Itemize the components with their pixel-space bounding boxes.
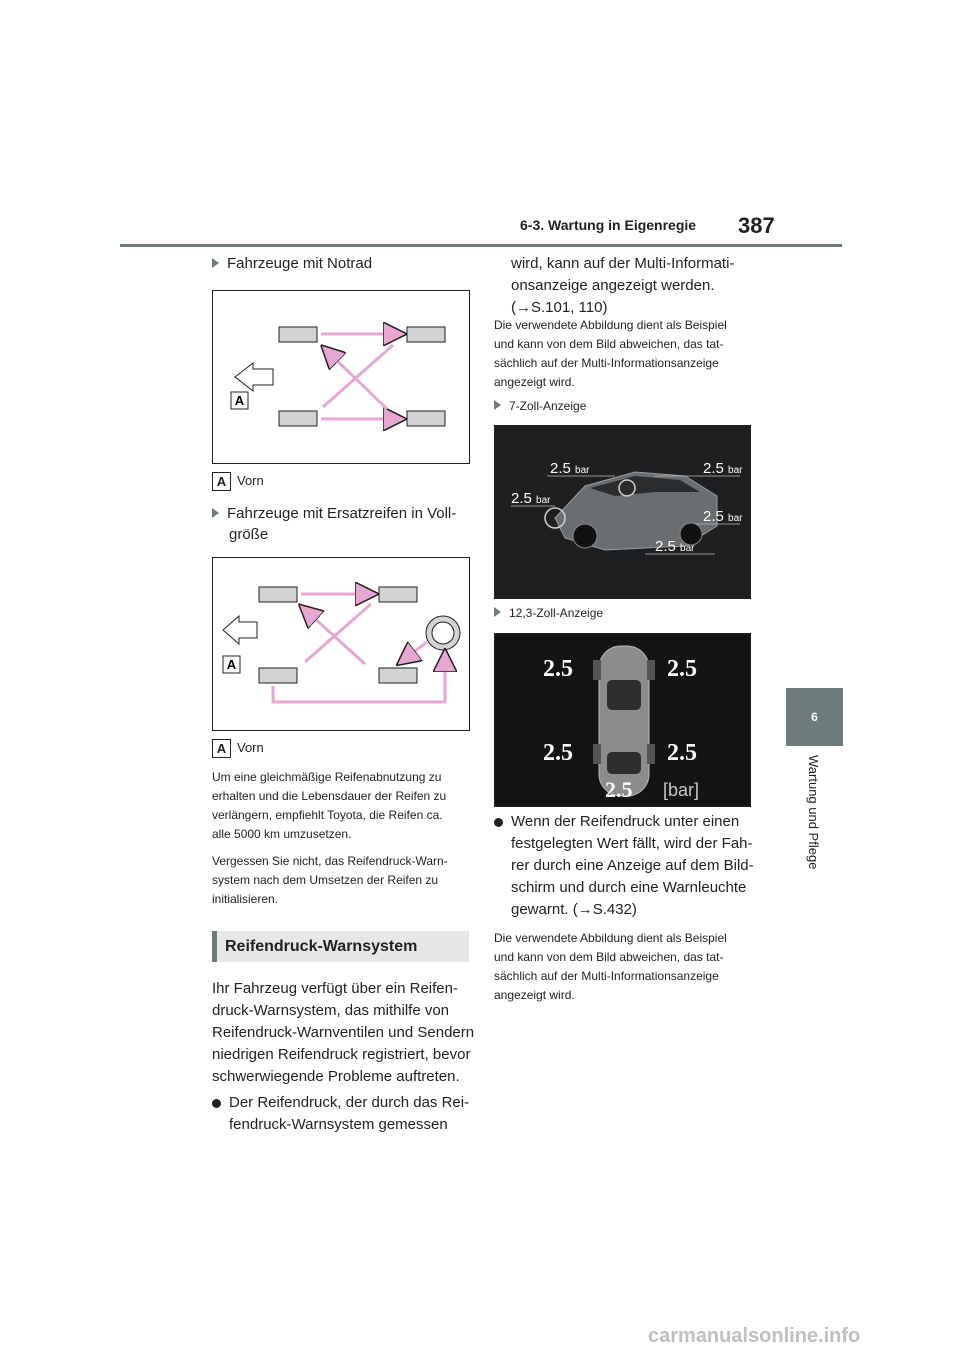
header-rule bbox=[120, 244, 842, 247]
tire-front-left bbox=[259, 587, 297, 602]
key-letter-a: A bbox=[212, 739, 231, 758]
pressure-front-left: 2.5 bar bbox=[550, 460, 590, 477]
pressure-front-left: 2.5 bbox=[543, 656, 573, 682]
triangle-bullet-icon bbox=[212, 508, 219, 518]
list-item-12zoll: 12,3-Zoll-Anzeige bbox=[494, 604, 603, 623]
triangle-bullet-icon bbox=[494, 607, 501, 617]
legend-text: Vorn bbox=[237, 740, 264, 755]
list-item-7zoll: 7-Zoll-Anzeige bbox=[494, 397, 586, 416]
note-initialize: Vergessen Sie nicht, das Reifendruck-Warn- system nach dem Umsetzen der Reifen zu initialisieren. bbox=[212, 854, 448, 906]
note-rotation: Um eine gleichmäßige Reifenabnutzung zu erhalten und die Lebensdauer der Reifen zu verlängern, empfiehlt Toyota, die Reifen ca. alle 5000 km umzusetzen. bbox=[212, 770, 447, 841]
display-7-inch bbox=[494, 425, 751, 599]
rotation-diagram-notrad bbox=[212, 290, 470, 464]
triangle-bullet-icon bbox=[494, 400, 501, 410]
rotation-arrows-svg bbox=[213, 558, 469, 730]
bullet-item-1: Der Reifendruck, der durch das Rei- fendruck-Warnsystem gemessen bbox=[212, 1092, 469, 1136]
watermark: carmanualsonline.info bbox=[648, 1325, 861, 1347]
chapter-tab[interactable]: 6 bbox=[786, 688, 843, 746]
bullet-item-2: Wenn der Reifendruck unter einen festgelegten Wert fällt, wird der Fah- rer durch eine Anzeige auf dem Bild- schirm und durch eine Warnleuchte gewarnt. (→S.432) bbox=[494, 811, 754, 921]
svg-text:A: A bbox=[226, 657, 237, 672]
body-paragraph: Ihr Fahrzeug verfügt über ein Reifen- druck-Warnsystem, das mithilfe von Reifendruck-Warnventilen und Sendern niedrigen Reifendruck registriert, bevor schwerwiegende Probleme auftreten. bbox=[212, 980, 475, 1085]
rotation-diagram-vollgroesse bbox=[212, 557, 470, 731]
tire-rear-right bbox=[407, 411, 445, 426]
legend-text: Vorn bbox=[237, 473, 264, 488]
triangle-bullet-icon bbox=[212, 258, 219, 268]
display-12-inch bbox=[494, 633, 751, 807]
pressure-front-right: 2.5 bar bbox=[703, 460, 743, 477]
list-item-notrad bbox=[212, 253, 372, 275]
note-illustration-1: Die verwendete Abbildung dient als Beispiel und kann von dem Bild abweichen, das tat- sächlich auf der Multi-Informationsanzeige angezeigt wird. bbox=[494, 318, 727, 389]
tire-front-right bbox=[407, 327, 445, 342]
legend-vorn-1 bbox=[212, 471, 264, 491]
page-number: 387 bbox=[738, 213, 775, 238]
bullet-item-1-cont: wird, kann auf der Multi-Informati- onsanzeige angezeigt werden. (→S.101, 110) bbox=[511, 255, 735, 316]
pressure-rear-left: 2.5 bar bbox=[655, 538, 695, 555]
legend-vorn-2 bbox=[212, 738, 264, 758]
pressure-spare: 2.5 bbox=[605, 777, 633, 802]
pressure-rear-left: 2.5 bbox=[543, 740, 573, 766]
tire-rear-left bbox=[279, 411, 317, 426]
front-direction-arrow bbox=[235, 363, 273, 391]
bullet-dot-icon bbox=[494, 818, 503, 827]
tire-front-right bbox=[379, 587, 417, 602]
item-label-cont: größe bbox=[229, 526, 269, 543]
front-direction-arrow bbox=[223, 616, 257, 644]
rotation-arrows-svg bbox=[213, 291, 469, 463]
item-label: Fahrzeuge mit Ersatzreifen in Voll- bbox=[227, 505, 457, 522]
item-label: Fahrzeuge mit Notrad bbox=[227, 255, 373, 272]
pressure-rear-right: 2.5 bar bbox=[703, 508, 743, 525]
unit-label: [bar] bbox=[663, 780, 700, 800]
list-item-ersatzreifen bbox=[212, 503, 456, 525]
note-illustration-2: Die verwendete Abbildung dient als Beispiel und kann von dem Bild abweichen, das tat- sächlich auf der Multi-Informationsanzeige angezeigt wird. bbox=[494, 931, 727, 1002]
pressure-spare: 2.5 bar bbox=[511, 490, 551, 507]
chapter-label: Wartung und Pflege bbox=[806, 755, 821, 870]
pressure-rear-right: 2.5 bbox=[667, 740, 697, 766]
tire-rear-right bbox=[379, 668, 417, 683]
tire-front-left bbox=[279, 327, 317, 342]
bullet-dot-icon bbox=[212, 1099, 221, 1108]
key-letter-a: A bbox=[212, 472, 231, 491]
tire-rear-left bbox=[259, 668, 297, 683]
section-title: 6-3. Wartung in Eigenregie bbox=[520, 217, 697, 233]
pressure-front-right: 2.5 bbox=[667, 656, 697, 682]
svg-text:A: A bbox=[234, 393, 245, 408]
section-heading: Reifendruck-Warnsystem bbox=[212, 931, 469, 962]
